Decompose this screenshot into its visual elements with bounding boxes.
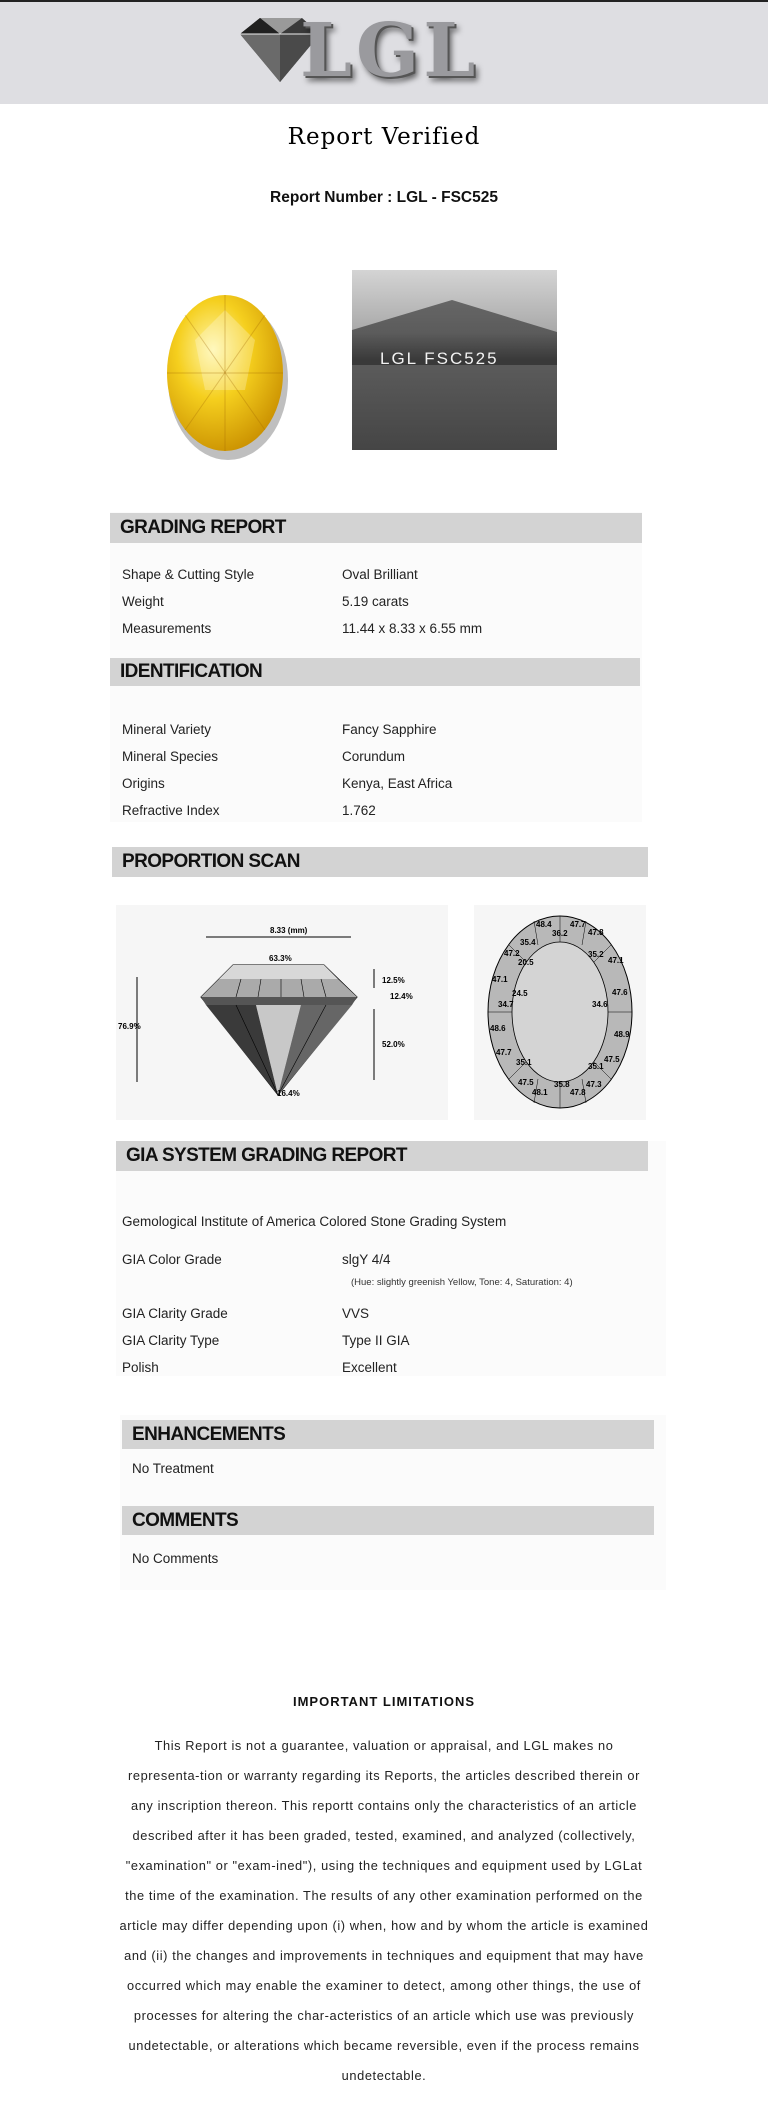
gia-clarity-type-label: GIA Clarity Type xyxy=(122,1333,220,1348)
comments-heading: COMMENTS xyxy=(122,1506,654,1535)
facet-label: 47.1 xyxy=(608,956,624,965)
inscription-text: LGL FSC525 xyxy=(380,349,499,368)
facet-label: 35.1 xyxy=(588,1062,604,1071)
crown-label: 12.5% xyxy=(382,976,405,985)
facet-label: 24.5 xyxy=(512,989,528,998)
width-label: 8.33 (mm) xyxy=(270,926,308,935)
facet-label: 35.2 xyxy=(588,950,604,959)
page-title: Report Verified xyxy=(287,124,481,150)
facet-label: 35.4 xyxy=(520,938,536,947)
girdle-label: 12.4% xyxy=(390,992,413,1001)
refractive-index-label: Refractive Index xyxy=(122,803,220,818)
facet-label: 47.5 xyxy=(604,1055,620,1064)
facet-label: 47.8 xyxy=(570,1088,586,1097)
refractive-index-value: 1.762 xyxy=(342,803,376,818)
gia-color-grade-value: slgY 4/4 xyxy=(342,1252,391,1267)
report-number: Report Number : LGL - FSC525 xyxy=(270,189,498,206)
facet-label: 47.7 xyxy=(570,920,586,929)
identification-heading: IDENTIFICATION xyxy=(110,658,640,686)
facet-label: 34.6 xyxy=(592,1000,608,1009)
weight-value: 5.19 carats xyxy=(342,594,409,609)
weight-label: Weight xyxy=(122,594,164,609)
facet-label: 36.2 xyxy=(552,929,568,938)
table-label: 63.3% xyxy=(269,954,292,963)
gia-heading: GIA SYSTEM GRADING REPORT xyxy=(116,1141,648,1171)
proportion-scan-heading: PROPORTION SCAN xyxy=(112,847,648,877)
facet-label: 47.8 xyxy=(588,928,604,937)
polish-label: Polish xyxy=(122,1360,159,1375)
comments-value: No Comments xyxy=(132,1551,219,1566)
gia-clarity-type-value: Type II GIA xyxy=(342,1333,410,1348)
mineral-species-label: Mineral Species xyxy=(122,749,219,764)
profile-diagram xyxy=(116,905,448,1120)
limitations-heading: IMPORTANT LIMITATIONS xyxy=(292,1694,476,1709)
measurements-value: 11.44 x 8.33 x 6.55 mm xyxy=(342,621,483,636)
origins-label: Origins xyxy=(122,776,165,791)
limitations-text: This Report is not a guarantee, valuation or appraisal, and LGL makes no representa-tion or warranty regarding its Reports, the articles described therein or any inscription thereon. This reportt contains only the characteristics of an article described after it has been graded, tested, examined, and analyzed (collectively, "examination" or "exam-ined"), using the techniques and equipment used by LGLat the time of the examination. The results of any other examination performed on the article may differ depending upon (i) when, how and by whom the article is examined and (ii) the changes and improvements in techniques and equipment that may have occurred which may enable the examiner to detect, among other things, the use of processes for altering the char-acteristics of an article which use was previously undetectable, or alterations which became reversible, even if the process remains undetectable. xyxy=(119,1738,649,2083)
pavilion-label: 52.0% xyxy=(382,1040,405,1049)
gem-photo xyxy=(135,270,325,460)
facet-label: 47.3 xyxy=(586,1080,602,1089)
mineral-species-value: Corundum xyxy=(342,749,406,764)
depth-label: 76.9% xyxy=(118,1022,141,1031)
top-view-diagram-panel xyxy=(474,905,646,1120)
mineral-variety-value: Fancy Sapphire xyxy=(342,722,437,737)
facet-label: 35.1 xyxy=(516,1058,532,1067)
polish-value: Excellent xyxy=(342,1360,397,1375)
facet-label: 47.1 xyxy=(492,975,508,984)
grading-report-heading: GRADING REPORT xyxy=(110,513,642,543)
gem-image xyxy=(135,270,325,460)
top-view-diagram xyxy=(474,905,646,1120)
gia-clarity-grade-value: VVS xyxy=(342,1306,370,1321)
facet-label: 48.6 xyxy=(490,1024,506,1033)
facet-label: 20.5 xyxy=(518,958,534,967)
facet-label: 47.2 xyxy=(504,949,520,958)
facet-label: 48.9 xyxy=(614,1030,630,1039)
facet-label: 35.8 xyxy=(554,1080,570,1089)
shape-value: Oval Brilliant xyxy=(342,567,418,582)
facet-label: 47.7 xyxy=(496,1048,512,1057)
facet-label: 48.4 xyxy=(536,920,552,929)
mineral-variety-label: Mineral Variety xyxy=(122,722,212,737)
enhancements-value: No Treatment xyxy=(132,1461,214,1476)
measurements-label: Measurements xyxy=(122,621,212,636)
gia-color-note: (Hue: slightly greenish Yellow, Tone: 4, Saturation: 4) xyxy=(351,1277,573,1288)
facet-label: 48.1 xyxy=(532,1088,548,1097)
inscription-photo xyxy=(352,270,557,450)
facet-label: 47.5 xyxy=(518,1078,534,1087)
gia-system-text: Gemological Institute of America Colored Stone Grading System xyxy=(122,1214,507,1229)
enhancements-heading: ENHANCEMENTS xyxy=(122,1420,654,1449)
shape-label: Shape & Cutting Style xyxy=(122,567,255,582)
gia-color-grade-label: GIA Color Grade xyxy=(122,1252,222,1267)
profile-diagram-panel xyxy=(116,905,448,1120)
facet-label: 47.6 xyxy=(612,988,628,997)
gia-clarity-grade-label: GIA Clarity Grade xyxy=(122,1306,228,1321)
logo-text: LGL xyxy=(300,8,480,94)
culet-label: 16.4% xyxy=(277,1089,300,1098)
facet-label: 34.7 xyxy=(498,1000,514,1009)
origins-value: Kenya, East Africa xyxy=(342,776,453,791)
